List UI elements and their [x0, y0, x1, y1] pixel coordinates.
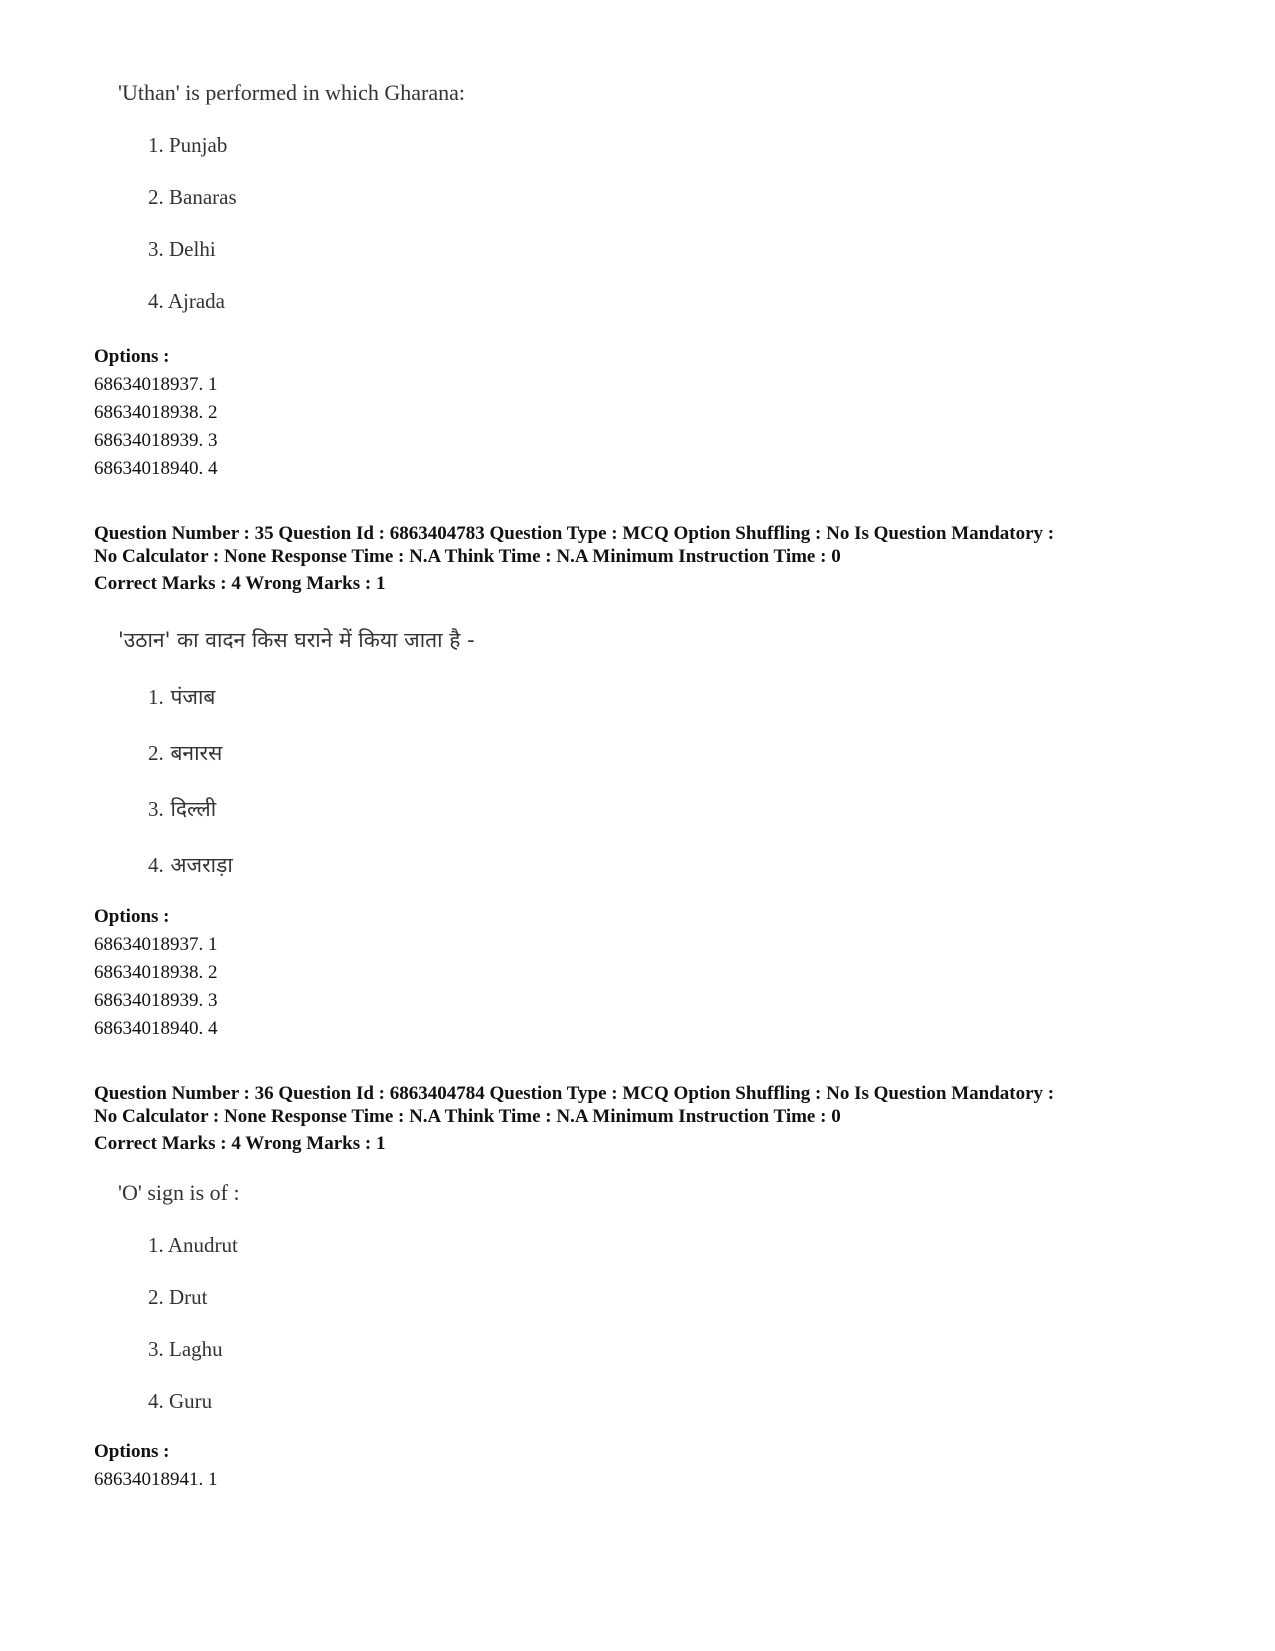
question-35-text: 'उठान' का वादन किस घराने में किया जाता है - [118, 628, 475, 652]
choice-number: 3. [148, 1337, 164, 1361]
question-36-option-1: 68634018941. 1 [94, 1469, 218, 1490]
question-35-option-2: 68634018938. 2 [94, 962, 218, 983]
choice-number: 3. [148, 237, 164, 261]
choice-number: 4. [148, 1389, 164, 1413]
choice-number: 4. [148, 853, 164, 877]
question-36-choice-1 [148, 1233, 238, 1258]
question-34-text: 'Uthan' is performed in which Gharana: [118, 80, 465, 105]
question-35-options-label: Options : [94, 906, 170, 927]
question-36-choice-3 [148, 1337, 223, 1362]
question-35-option-3: 68634018939. 3 [94, 990, 218, 1011]
question-36-choice-2 [148, 1285, 208, 1310]
question-35-choice-3 [148, 795, 216, 823]
question-36-choice-4 [148, 1389, 212, 1414]
choice-number: 1. [148, 685, 164, 709]
question-35-meta-line-2: No Calculator : None Response Time : N.A Think Time : N.A Minimum Instruction Time : 0 [94, 546, 841, 567]
question-35-meta-line-1: Question Number : 35 Question Id : 6863404783 Question Type : MCQ Option Shuffling : No Is Question Mandatory : [94, 523, 1055, 544]
choice-label: बनारस [170, 741, 223, 765]
choice-number: 2. [148, 741, 164, 765]
choice-label: Banaras [169, 185, 237, 209]
question-35-choice-1 [148, 683, 215, 711]
question-34-option-1: 68634018937. 1 [94, 374, 218, 395]
choice-number: 1. [148, 1233, 164, 1257]
question-34-option-2: 68634018938. 2 [94, 402, 218, 423]
choice-number: 3. [148, 797, 164, 821]
question-34-choice-2 [148, 185, 237, 210]
question-36-meta-line-1: Question Number : 36 Question Id : 6863404784 Question Type : MCQ Option Shuffling : No Is Question Mandatory : [94, 1083, 1055, 1104]
choice-label: पंजाब [170, 685, 216, 709]
choice-label: Punjab [169, 133, 228, 157]
question-35-option-1: 68634018937. 1 [94, 934, 218, 955]
question-36-options-label: Options : [94, 1441, 170, 1462]
question-35-marks: Correct Marks : 4 Wrong Marks : 1 [94, 573, 386, 594]
question-34-choice-4 [148, 289, 225, 314]
question-34-option-4: 68634018940. 4 [94, 458, 218, 479]
choice-label: Drut [169, 1285, 208, 1309]
question-35-option-4: 68634018940. 4 [94, 1018, 218, 1039]
choice-label: Delhi [169, 237, 216, 261]
question-34-choice-1 [148, 133, 227, 158]
choice-number: 2. [148, 185, 164, 209]
choice-label: दिल्ली [170, 797, 217, 821]
question-36-meta-line-2: No Calculator : None Response Time : N.A Think Time : N.A Minimum Instruction Time : 0 [94, 1106, 841, 1127]
question-34-options-label: Options : [94, 346, 170, 367]
choice-number: 2. [148, 1285, 164, 1309]
question-36-text: 'O' sign is of : [118, 1180, 240, 1205]
choice-number: 4. [148, 289, 164, 313]
question-35-choice-2 [148, 739, 222, 767]
question-35-choice-4 [148, 851, 233, 879]
choice-label: Laghu [169, 1337, 223, 1361]
choice-label: अजराड़ा [170, 853, 233, 877]
choice-label: Ajrada [167, 289, 225, 313]
question-34-choice-3 [148, 237, 216, 262]
choice-number: 1. [148, 133, 164, 157]
choice-label: Guru [169, 1389, 213, 1413]
choice-label: Anudrut [167, 1233, 238, 1257]
question-36-marks: Correct Marks : 4 Wrong Marks : 1 [94, 1133, 386, 1154]
question-34-option-3: 68634018939. 3 [94, 430, 218, 451]
